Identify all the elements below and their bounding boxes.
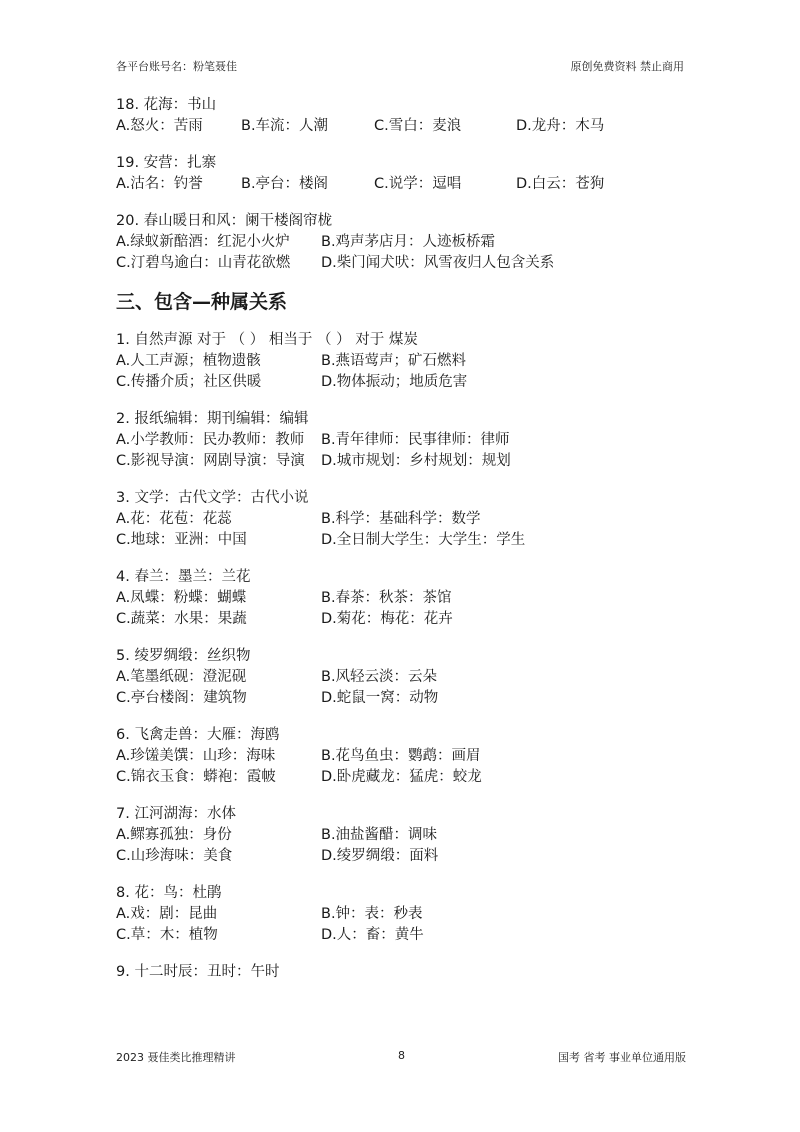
answer-option: A.人工声源；植物遗骸	[116, 353, 261, 369]
answer-option: C.汀碧鸟逾白：山青花欲燃	[116, 255, 291, 271]
answer-option: D.柴门闻犬吠：风雪夜归人包含关系	[321, 255, 555, 271]
options-row	[116, 588, 696, 609]
options-row	[116, 925, 696, 946]
answer-option: D.卧虎藏龙：猛虎：蛟龙	[321, 769, 482, 785]
answer-option: C.雪白：麦浪	[374, 118, 462, 134]
question-stem: 18. 花海：书山	[116, 97, 217, 113]
answer-option: C.传播介质；社区供暖	[116, 374, 262, 390]
options-row	[116, 372, 696, 393]
answer-option: B.钟：表：秒表	[321, 906, 423, 922]
header-right: 原创免费资料 禁止商用	[570, 60, 684, 73]
question-block	[116, 883, 696, 946]
answer-option: D.人：畜：黄牛	[321, 927, 424, 943]
question-block	[116, 153, 696, 195]
options-row	[116, 451, 696, 472]
question-block	[116, 567, 696, 630]
answer-option: D.全日制大学生：大学生：学生	[321, 532, 526, 548]
answer-option: A.沽名：钓誉	[116, 176, 203, 192]
answer-option: A.绿蚁新醅酒：红泥小火炉	[116, 234, 290, 250]
answer-option: A.笔墨纸砚：澄泥砚	[116, 669, 247, 685]
question-block	[116, 725, 696, 788]
options-row	[116, 688, 696, 709]
question-stem: 4. 春兰：墨兰：兰花	[116, 569, 251, 585]
question-stem: 19. 安营：扎寨	[116, 155, 217, 171]
answer-option: D.城市规划：乡村规划：规划	[321, 453, 511, 469]
options-row	[116, 116, 696, 137]
answer-option: C.亭台楼阁：建筑物	[116, 690, 247, 706]
page-number: 8	[398, 1049, 405, 1062]
question-block	[116, 804, 696, 867]
question-block	[116, 330, 696, 393]
answer-option: B.亭台：楼阁	[241, 176, 329, 192]
footer-right: 国考 省考 事业单位通用版	[558, 1051, 686, 1064]
question-stem: 7. 江河湖海：水体	[116, 806, 236, 822]
question-block	[116, 962, 696, 983]
options-row	[116, 253, 696, 274]
options-row	[116, 846, 696, 867]
question-stem: 1. 自然声源 对于 （ ） 相当于 （ ） 对于 煤炭	[116, 332, 418, 348]
section-title: 三、包含—种属关系	[116, 291, 288, 313]
answer-option: C.锦衣玉食：蟒袍：霞帔	[116, 769, 276, 785]
answer-option: C.地球：亚洲：中国	[116, 532, 247, 548]
options-row	[116, 530, 696, 551]
options-row	[116, 767, 696, 788]
question-block	[116, 95, 696, 137]
answer-option: D.菊花：梅花：花卉	[321, 611, 453, 627]
question-stem: 2. 报纸编辑：期刊编辑：编辑	[116, 411, 309, 427]
answer-option: C.说学：逗唱	[374, 176, 462, 192]
question-stem: 6. 飞禽走兽：大雁：海鸥	[116, 727, 280, 743]
answer-option: C.影视导演：网剧导演：导演	[116, 453, 305, 469]
question-block	[116, 646, 696, 709]
question-stem: 8. 花：鸟：杜鹃	[116, 885, 222, 901]
options-row	[116, 609, 696, 630]
answer-option: B.鸡声茅店月：人迹板桥霜	[321, 234, 496, 250]
header-left: 各平台账号名：粉笔聂佳	[116, 60, 237, 73]
answer-option: D.龙舟：木马	[516, 118, 605, 134]
answer-option: D.白云：苍狗	[516, 176, 605, 192]
answer-option: D.蛇鼠一窝：动物	[321, 690, 439, 706]
options-row	[116, 825, 696, 846]
answer-option: B.科学：基础科学：数学	[321, 511, 481, 527]
question-stem: 20. 春山暖日和风：阑干楼阁帘栊	[116, 213, 333, 229]
options-row	[116, 351, 696, 372]
page-content	[116, 95, 696, 999]
answer-option: D.物体振动；地质危害	[321, 374, 468, 390]
options-row	[116, 904, 696, 925]
answer-option: A.小学教师：民办教师：教师	[116, 432, 305, 448]
answer-option: B.燕语莺声；矿石燃料	[321, 353, 467, 369]
question-block	[116, 211, 696, 274]
answer-option: A.戏：剧：昆曲	[116, 906, 218, 922]
options-row	[116, 509, 696, 530]
options-row	[116, 430, 696, 451]
answer-option: C.草：木：植物	[116, 927, 218, 943]
page-footer	[116, 1049, 684, 1065]
options-row	[116, 174, 696, 195]
options-row	[116, 667, 696, 688]
question-block	[116, 409, 696, 472]
question-stem: 9. 十二时辰：丑时：午时	[116, 964, 280, 980]
answer-option: B.风轻云淡：云朵	[321, 669, 438, 685]
answer-option: A.凤蝶：粉蝶：蝴蝶	[116, 590, 247, 606]
answer-option: B.油盐酱醋：调味	[321, 827, 438, 843]
question-group-analogy	[116, 95, 696, 274]
page-header	[116, 58, 684, 74]
answer-option: B.花鸟鱼虫：鹦鹉：画眉	[321, 748, 481, 764]
answer-option: A.鳏寡孤独：身份	[116, 827, 232, 843]
answer-option: D.绫罗绸缎：面料	[321, 848, 439, 864]
answer-option: C.山珍海味：美食	[116, 848, 233, 864]
options-row	[116, 232, 696, 253]
answer-option: A.花：花苞：花蕊	[116, 511, 232, 527]
question-stem: 3. 文学：古代文学：古代小说	[116, 490, 309, 506]
answer-option: B.青年律师：民事律师：律师	[321, 432, 510, 448]
answer-option: A.怒火：苦雨	[116, 118, 203, 134]
options-row	[116, 746, 696, 767]
answer-option: A.珍馐美馔：山珍：海味	[116, 748, 276, 764]
question-stem: 5. 绫罗绸缎：丝织物	[116, 648, 251, 664]
question-group-inclusion	[116, 330, 696, 983]
footer-left: 2023 聂佳类比推理精讲	[116, 1051, 236, 1064]
answer-option: B.春茶：秋茶：茶馆	[321, 590, 452, 606]
answer-option: C.蔬菜：水果：果蔬	[116, 611, 247, 627]
answer-option: B.车流：人潮	[241, 118, 329, 134]
question-block	[116, 488, 696, 551]
